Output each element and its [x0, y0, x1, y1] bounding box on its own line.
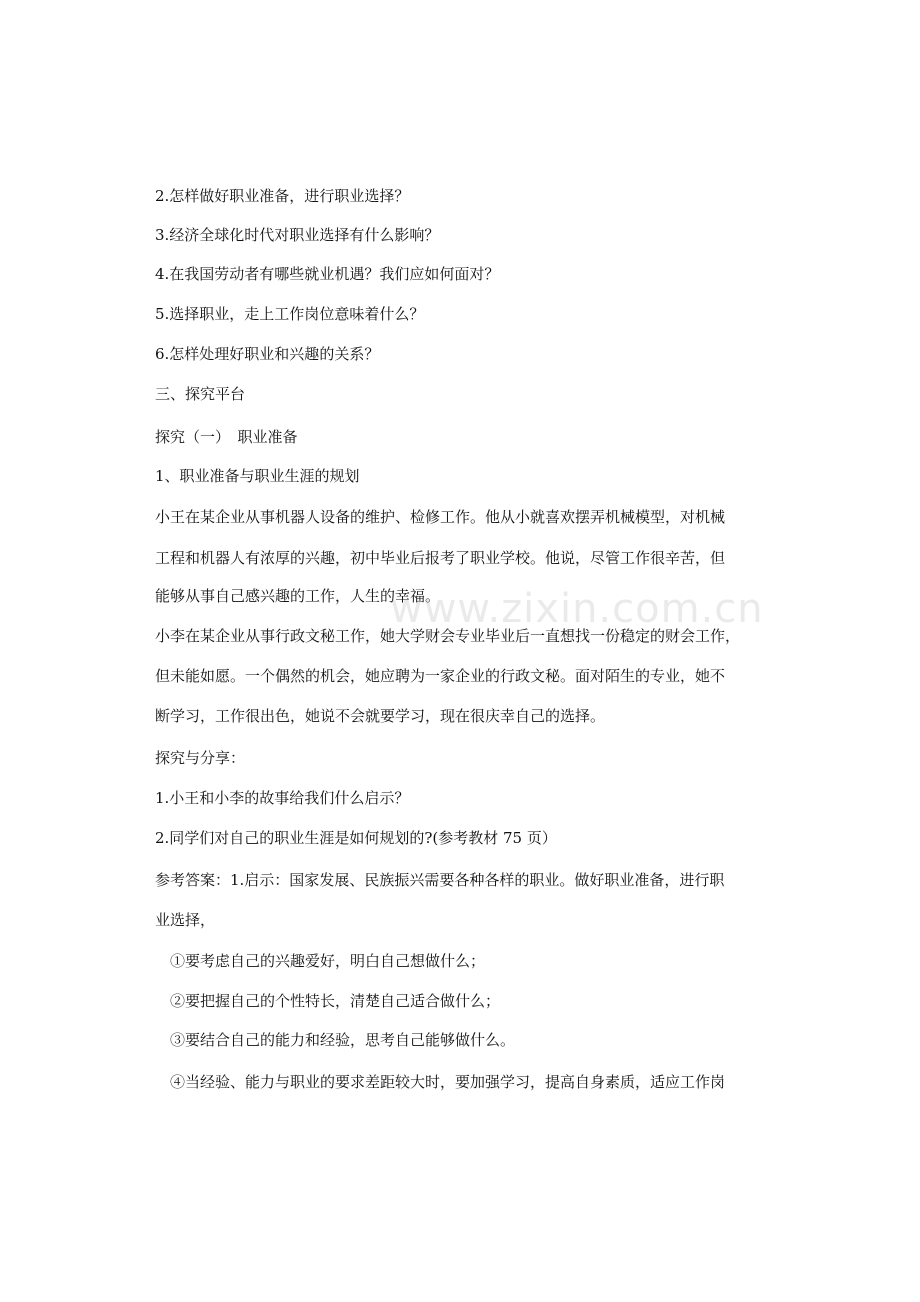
answer-point-4: ④当经验、能力与职业的要求差距较大时，要加强学习，提高自身素质，适应工作岗	[170, 1073, 726, 1091]
share-question-1: 1.小王和小李的故事给我们什么启示？	[155, 789, 410, 807]
watermark: www.zixin.com.cn	[390, 586, 764, 632]
answer-point-2: ②要把握自己的个性特长，清楚自己适合做什么；	[170, 992, 501, 1010]
question-5: 5.选择职业，走上工作岗位意味着什么？	[155, 305, 425, 323]
question-2: 2.怎样做好职业准备，进行职业选择？	[155, 187, 410, 205]
question-4: 4.在我国劳动者有哪些就业机遇？我们应如何面对？	[155, 265, 500, 283]
share-heading: 探究与分享：	[155, 749, 246, 767]
answer-line-2: 业选择，	[155, 911, 216, 929]
share-question-2: 2.同学们对自己的职业生涯是如何规划的?(参考教材 75 页）	[155, 829, 557, 847]
topic-heading: 1、职业准备与职业生涯的规划	[155, 467, 360, 485]
story-wang-line-1: 小王在某企业从事机器人设备的维护、检修工作。他从小就喜欢摆弄机械模型，对机械	[155, 508, 726, 526]
question-3: 3.经济全球化时代对职业选择有什么影响？	[155, 226, 440, 244]
story-wang-line-3: 能够从事自己感兴趣的工作，人生的幸福。	[155, 587, 441, 605]
sub-heading: 探究（一） 职业准备	[155, 428, 298, 446]
story-li-line-1: 小李在某企业从事行政文秘工作，她大学财会专业毕业后一直想找一份稳定的财会工作，	[155, 627, 741, 645]
story-wang-line-2: 工程和机器人有浓厚的兴趣，初中毕业后报考了职业学校。他说，尽管工作很辛苦，但	[155, 549, 726, 567]
story-li-line-3: 断学习，工作很出色，她说不会就要学习，现在很庆幸自己的选择。	[155, 707, 606, 725]
story-li-line-2: 但未能如愿。一个偶然的机会，她应聘为一家企业的行政文秘。面对陌生的专业，她不	[155, 667, 726, 685]
question-6: 6.怎样处理好职业和兴趣的关系？	[155, 345, 380, 363]
answer-point-1: ①要考虑自己的兴趣爱好，明白自己想做什么；	[170, 952, 486, 970]
answer-point-3: ③要结合自己的能力和经验，思考自己能够做什么。	[170, 1031, 516, 1049]
answer-line-1: 参考答案：1.启示：国家发展、民族振兴需要各种各样的职业。做好职业准备，进行职	[155, 871, 725, 889]
section-heading: 三、探究平台	[155, 385, 246, 403]
